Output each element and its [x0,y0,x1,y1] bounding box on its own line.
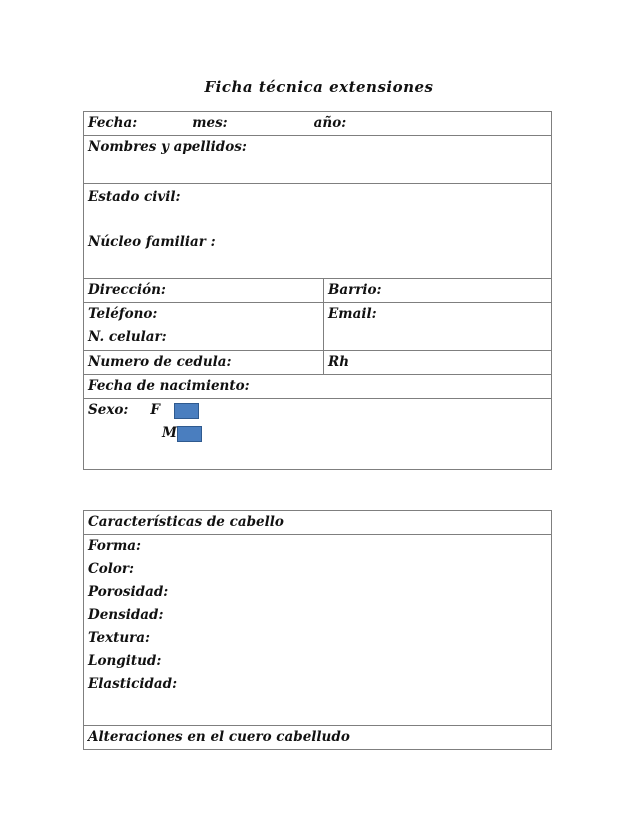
form-title: Ficha técnica extensiones [204,78,434,96]
textura-label: Textura: [88,630,151,646]
alteraciones-label: Alteraciones en el cuero cabelludo [88,729,350,745]
elasticidad-label: Elasticidad: [88,676,178,692]
telefono-cell [84,303,324,351]
densidad-label: Densidad: [88,607,164,623]
sexo-f-checkbox[interactable] [174,403,199,419]
barrio-cell [324,279,552,303]
date-row [84,112,552,136]
color-label: Color: [88,561,134,577]
celular-label: N. celular: [88,329,167,345]
cabello-header-cell [84,511,552,535]
cedula-label: Numero de cedula: [88,354,232,370]
cedula-cell [84,351,324,375]
email-label: Email: [328,306,377,322]
sexo-cell [84,399,552,470]
direccion-cell [84,279,324,303]
estado-civil-label: Estado civil: [88,189,181,205]
rh-label: Rh [328,354,350,370]
nombres-cell [84,136,552,184]
fecha-label: Fecha: [88,115,138,131]
cabello-fields-cell [84,535,552,726]
telefono-label: Teléfono: [88,306,158,322]
estado-civil-cell [84,184,552,279]
nacimiento-cell [84,375,552,399]
barrio-label: Barrio: [328,282,382,298]
sexo-label: Sexo: [88,402,129,418]
nombres-label: Nombres y apellidos: [88,139,247,155]
alteraciones-cell [84,726,552,750]
direccion-label: Dirección: [88,282,166,298]
nacimiento-label: Fecha de nacimiento: [88,378,250,394]
hair-characteristics-table [83,510,552,750]
ano-label: año: [313,115,347,131]
rh-cell [324,351,552,375]
cabello-header: Características de cabello [88,514,284,530]
porosidad-label: Porosidad: [88,584,169,600]
nucleo-familiar-label: Núcleo familiar : [88,234,216,250]
personal-info-table [83,111,552,470]
mes-label: mes: [192,115,228,131]
sexo-m-label: M [162,425,177,441]
sexo-m-checkbox[interactable] [177,426,202,442]
sexo-f-label: F [150,402,160,418]
forma-label: Forma: [88,538,141,554]
longitud-label: Longitud: [88,653,162,669]
email-cell [324,303,552,351]
